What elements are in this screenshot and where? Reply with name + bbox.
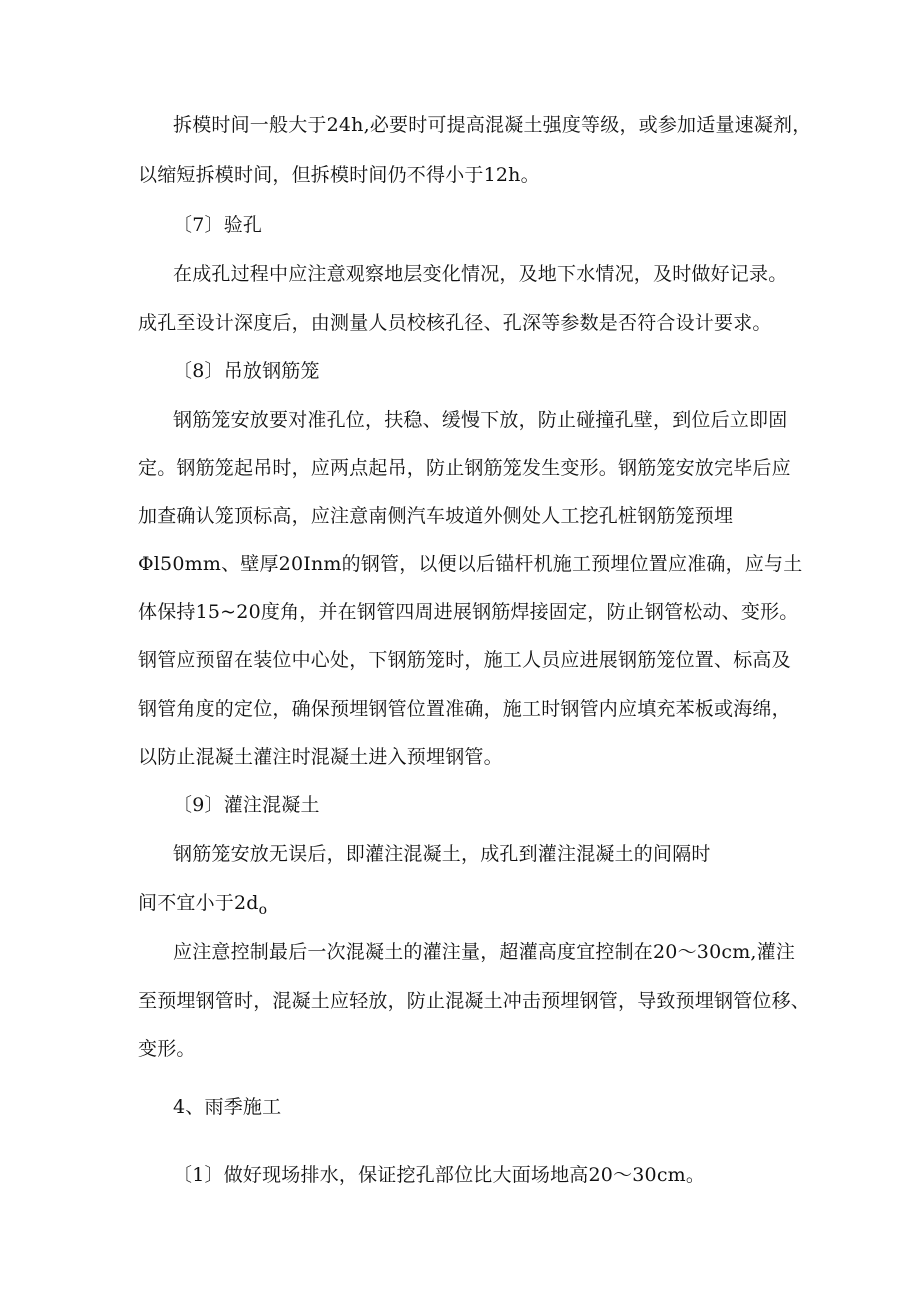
text-line: 钢管角度的定位，确保预埋钢管位置准确，施工时钢管内应填充苯板或海绵，: [138, 698, 791, 720]
text-line: 定。钢筋笼起吊时，应两点起吊，防止钢筋笼发生变形。钢筋笼安放完毕后应: [138, 457, 791, 479]
text-line: 体保持15~20度角，并在钢管四周进展钢筋焊接固定，防止钢管松动、变形。: [138, 601, 799, 623]
section-heading: 4、雨季施工: [173, 1096, 282, 1118]
text-line: 至预埋钢管时，混凝土应轻放，防止混凝土冲击预埋钢管，导致预埋钢管位移、: [138, 990, 811, 1012]
section-heading: 〔7〕验孔: [173, 214, 263, 236]
text-line: 钢筋笼安放无误后，即灌注混凝土，成孔到灌注混凝土的间隔时: [173, 843, 711, 865]
text-line: Φl50mm、壁厚20Inm的钢管，以便以后锚杆机施工预埋位置应准确，应与土: [138, 553, 803, 575]
section-heading: 〔8〕吊放钢筋笼: [173, 360, 320, 382]
text-line: 在成孔过程中应注意观察地层变化情况，及地下水情况，及时做好记录。: [173, 263, 788, 285]
text-line: [138, 891, 267, 922]
subscript-letter: o: [258, 901, 268, 918]
text-line: 〔1〕做好现场排水，保证挖孔部位比大面场地高20～30cm。: [173, 1164, 706, 1186]
text-line: 钢筋笼安放要对准孔位，扶稳、缓慢下放，防止碰撞孔壁，到位后立即固: [173, 409, 788, 431]
text-line: 以缩短拆模时间，但拆模时间仍不得小于12h。: [138, 164, 540, 186]
text-line: 变形。: [138, 1038, 196, 1060]
text-line: 加查确认笼顶标高，应注意南侧汽车坡道外侧处人工挖孔桩钢筋笼预埋: [138, 505, 734, 527]
text-line: 应注意控制最后一次混凝土的灌注量，超灌高度宜控制在20～30cm,灌注: [173, 941, 796, 963]
text-line: 拆模时间一般大于24h,必要时可提高混凝土强度等级，或参加适量速凝剂，: [173, 114, 812, 136]
text-line: 以防止混凝土灌注时混凝土进入预埋钢管。: [138, 746, 503, 768]
section-heading: 〔9〕灌注混凝土: [173, 794, 320, 816]
text-line: 钢管应预留在装位中心处，下钢筋笼时，施工人员应进展钢筋笼位置、标高及: [138, 649, 791, 671]
text-fragment: 间不宜小于2d: [138, 892, 259, 914]
text-line: 成孔至设计深度后，由测量人员校核孔径、孔深等参数是否符合设计要求。: [138, 312, 772, 334]
